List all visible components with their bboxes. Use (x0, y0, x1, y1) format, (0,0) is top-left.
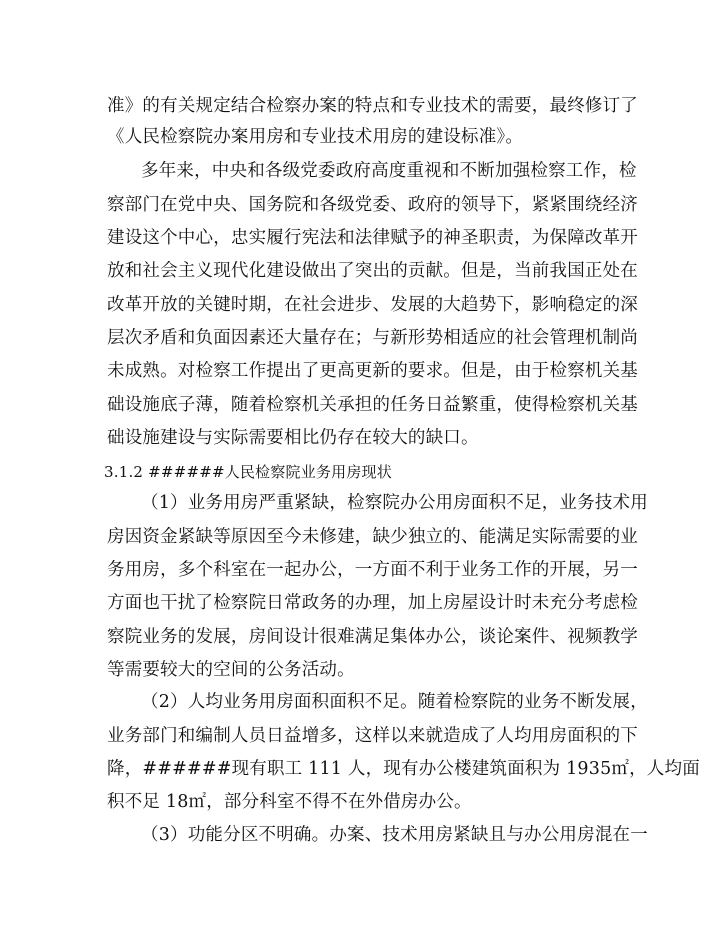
text-line: 层次矛盾和负面因素还大量存在；与新形势相适应的社会管理机制尚 (107, 328, 638, 348)
paragraph-start-line: （2）人均业务用房面积面积不足。随着检察院的业务不断发展， (141, 692, 648, 712)
text-line: 积不足 18㎡，部分科室不得不在外借房办公。 (107, 792, 472, 812)
text-line: 务用房，多个科室在一起办公，一方面不利于业务工作的开展，另一 (107, 560, 638, 580)
text-line: 改革开放的关键时期，在社会进步、发展的大趋势下，影响稳定的深 (107, 295, 638, 315)
text-line: 察部门在党中央、国务院和各级党委、政府的领导下，紧紧围绕经济 (107, 195, 638, 215)
text-line: 察院业务的发展，房间设计很难满足集体办公，谈论案件、视频教学 (107, 627, 638, 647)
text-line: 业务部门和编制人员日益增多，这样以来就造成了人均用房面积的下 (107, 726, 638, 746)
text-line: 放和社会主义现代化建设做出了突出的贡献。但是，当前我国正处在 (107, 261, 638, 281)
text-line: 方面也干扰了检察院日常政务的办理，加上房屋设计时未充分考虑检 (107, 593, 638, 613)
text-line: 等需要较大的空间的公务活动。 (107, 660, 355, 680)
text-line: 未成熟。对检察工作提出了更高更新的要求。但是，由于检察机关基 (107, 361, 638, 381)
text-line: 降，######现有职工 111 人，现有办公楼建筑面积为 1935㎡，人均面 (107, 759, 700, 779)
section-heading: 3.1.2 ######人民检察院业务用房现状 (104, 463, 392, 481)
text-line: 准》的有关规定结合检察办案的特点和专业技术的需要，最终修订了 (107, 96, 638, 116)
paragraph-start-line: （3）功能分区不明确。办案、技术用房紧缺且与办公用房混在一 (141, 825, 648, 845)
text-line: 础设施底子薄，随着检察机关承担的任务日益繁重，使得检察机关基 (107, 395, 638, 415)
text-line: 房因资金紧缺等原因至今未修建，缺少独立的、能满足实际需要的业 (107, 527, 638, 547)
paragraph-start-line: 多年来，中央和各级党委政府高度重视和不断加强检察工作，检 (141, 161, 637, 181)
text-line: 建设这个中心，忠实履行宪法和法律赋予的神圣职责，为保障改革开 (107, 228, 638, 248)
text-line: 础设施建设与实际需要相比仍存在较大的缺口。 (107, 428, 479, 448)
paragraph-start-line: （1）业务用房严重紧缺，检察院办公用房面积不足，业务技术用 (141, 493, 648, 513)
text-line: 《人民检察院办案用房和专业技术用房的建设标准》。 (107, 127, 524, 147)
